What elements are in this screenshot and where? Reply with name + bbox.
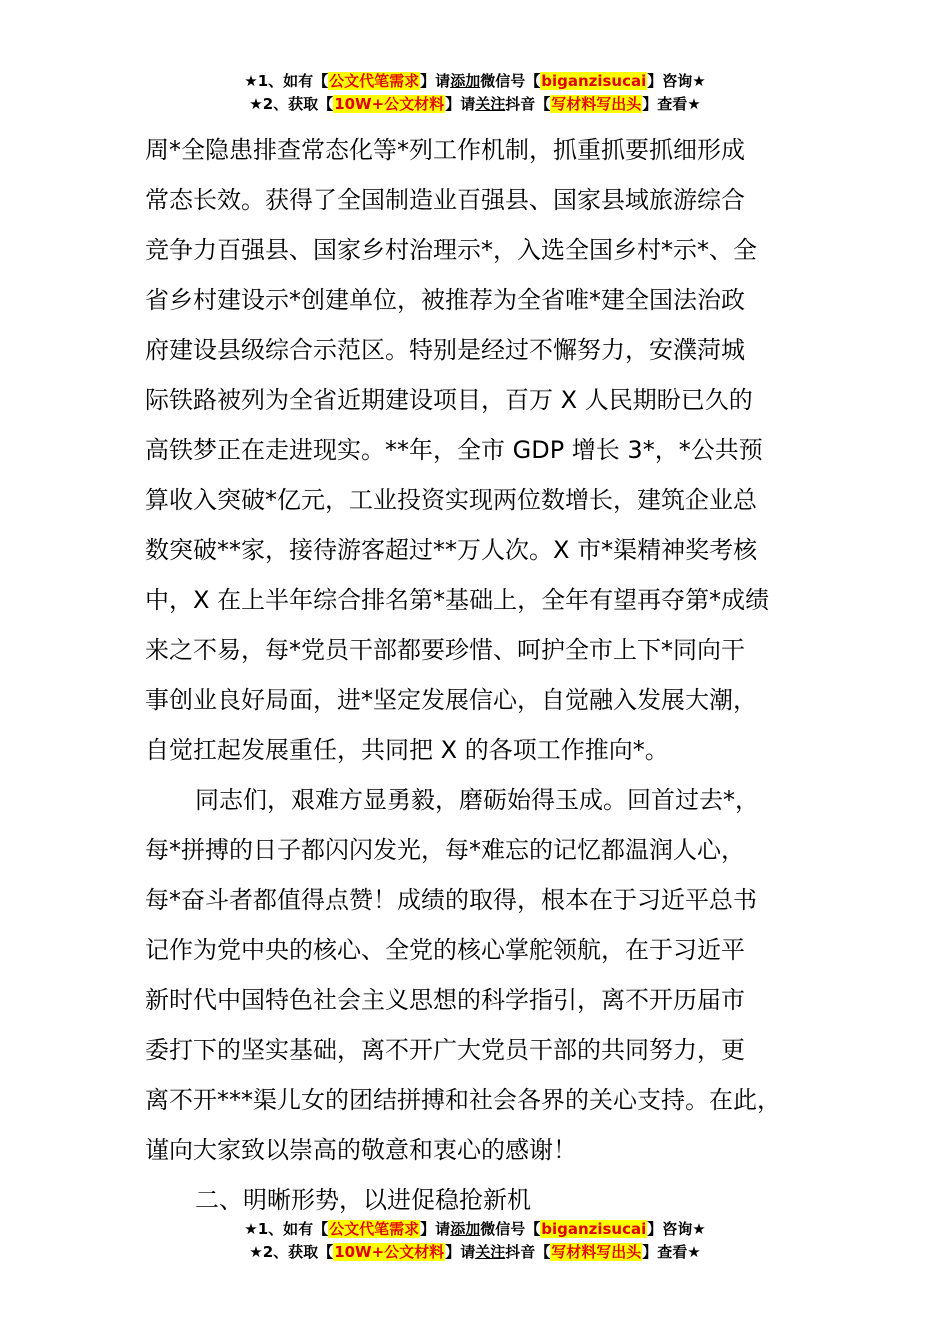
- banner-text: ★1、如有【: [244, 1220, 329, 1238]
- banner-underlined: 添加: [450, 72, 481, 90]
- paragraph-line: 事创业良好局面，进*坚定发展信心，自觉融入发展大潮，: [145, 686, 757, 714]
- banner-underlined: 关注: [475, 95, 506, 113]
- banner-text: 】查看★: [642, 95, 701, 113]
- paragraph-line: 中，X 在上半年综合排名第*基础上，全年有望再夺第*成绩: [145, 586, 770, 614]
- paragraph-line: 来之不易，每*党员干部都要珍惜、呵护全市上下*同向干: [145, 636, 745, 664]
- paragraph-line: 府建设县级综合示范区。特别是经过不懈努力，安濮菏城: [145, 336, 745, 364]
- banner-text: 】咨询★: [647, 1220, 706, 1238]
- paragraph-line: 记作为党中央的核心、全党的核心掌舵领航，在于习近平: [145, 936, 745, 964]
- banner-text: 】咨询★: [647, 72, 706, 90]
- banner-highlight: 写材料写出头: [551, 1243, 642, 1261]
- banner-highlight: 公文代笔需求: [329, 72, 420, 90]
- banner-highlight: 公文代笔需求: [329, 1220, 420, 1238]
- banner-line-1: [0, 70, 950, 93]
- banner-text: ★1、如有【: [244, 72, 329, 90]
- paragraph-line: 自觉扛起发展重任，共同把 X 的各项工作推向*。: [145, 736, 669, 764]
- paragraph-line: 每*拼搏的日子都闪闪发光，每*难忘的记忆都温润人心，: [145, 836, 745, 864]
- banner-highlight: biganzisucai: [541, 1220, 647, 1238]
- paragraph-line: 每*奋斗者都值得点赞！成绩的取得，根本在于习近平总书: [145, 886, 757, 914]
- banner-text: ★2、获取【: [249, 95, 334, 113]
- banner-highlight: 写材料写出头: [551, 95, 642, 113]
- paragraph-line: 新时代中国特色社会主义思想的科学指引，离不开历届市: [145, 986, 745, 1014]
- banner-text: ★2、获取【: [249, 1243, 334, 1261]
- banner-highlight: biganzisucai: [541, 72, 647, 90]
- paragraph-line: 委打下的坚实基础，离不开广大党员干部的共同努力，更: [145, 1036, 745, 1064]
- paragraph-line: 省乡村建设示*创建单位，被推荐为全省唯*建全国法治政: [145, 286, 745, 314]
- paragraph-line: 周*全隐患排查常态化等*列工作机制，抓重抓要抓细形成: [145, 136, 745, 164]
- banner-line-1: [0, 1218, 950, 1241]
- banner-text: 】请: [420, 72, 451, 90]
- banner-line-2: [0, 93, 950, 116]
- section-heading: 二、明晰形势，以进促稳抢新机: [195, 1186, 531, 1214]
- banner-line-2: [0, 1241, 950, 1264]
- bottom-banner: [0, 1218, 950, 1264]
- banner-text: 微信号【: [480, 72, 541, 90]
- paragraph-line: 竞争力百强县、国家乡村治理示*，入选全国乡村*示*、全: [145, 236, 757, 264]
- paragraph-line: 高铁梦正在走进现实。**年，全市 GDP 增长 3*，*公共预: [145, 436, 763, 464]
- banner-underlined: 添加: [450, 1220, 481, 1238]
- paragraph-line: 常态长效。获得了全国制造业百强县、国家县域旅游综合: [145, 186, 745, 214]
- banner-highlight: 10W+公文材料: [334, 1243, 445, 1261]
- paragraph-line: 离不开***渠儿女的团结拼搏和社会各界的关心支持。在此，: [145, 1086, 781, 1114]
- banner-underlined: 关注: [475, 1243, 506, 1261]
- banner-highlight: 10W+公文材料: [334, 95, 445, 113]
- paragraph-first-line: 同志们，艰难方显勇毅，磨砺始得玉成。回首过去*，: [195, 786, 759, 814]
- banner-text: 】查看★: [642, 1243, 701, 1261]
- paragraph-line: 算收入突破*亿元，工业投资实现两位数增长，建筑企业总: [145, 486, 757, 514]
- banner-text: 】请: [445, 95, 476, 113]
- document-body: [145, 125, 825, 1225]
- banner-text: 微信号【: [480, 1220, 541, 1238]
- banner-text: 抖音【: [505, 1243, 551, 1261]
- top-banner: [0, 70, 950, 116]
- paragraph-line: 际铁路被列为全省近期建设项目，百万 X 人民期盼已久的: [145, 386, 753, 414]
- banner-text: 抖音【: [505, 95, 551, 113]
- paragraph-line: 数突破**家，接待游客超过**万人次。X 市*渠精神奖考核: [145, 536, 758, 564]
- banner-text: 】请: [445, 1243, 476, 1261]
- paragraph-line: 谨向大家致以崇高的敬意和衷心的感谢！: [145, 1136, 577, 1164]
- banner-text: 】请: [420, 1220, 451, 1238]
